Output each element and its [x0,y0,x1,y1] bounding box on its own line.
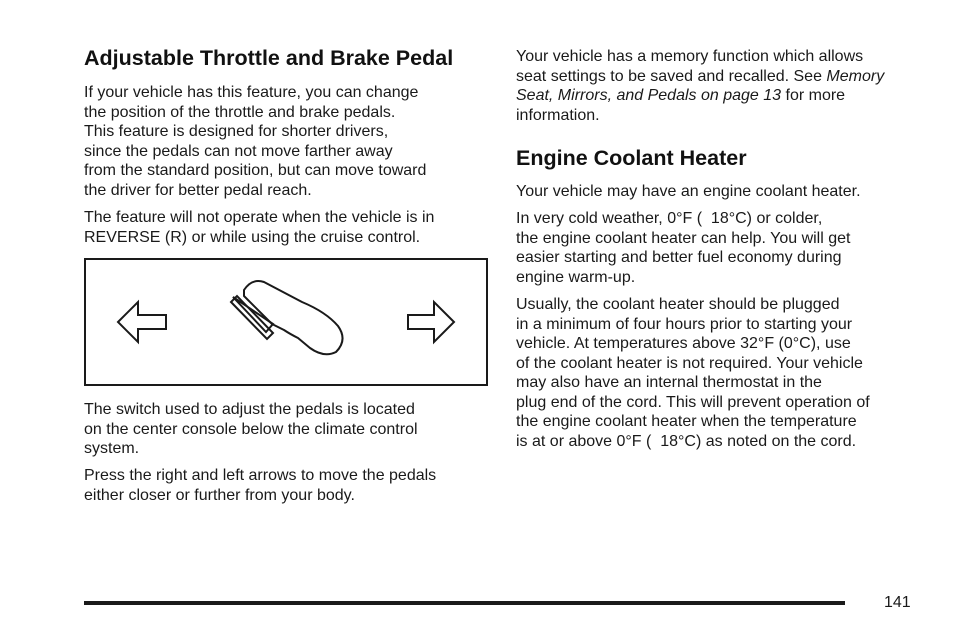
para3-line2: on the center console below the climate control [84,420,418,438]
memory-link-start[interactable]: Memory [826,67,885,85]
coolant-para2-line2: the engine coolant heater can help. You will get [516,229,851,247]
para2-line1: The feature will not operate when the vehicle is in [84,209,435,226]
memory-line3-text: for more [781,87,846,104]
coolant-para3-line3: vehicle. At temperatures above 32°F (0°C), use [516,335,851,352]
pedal-foot-icon [231,281,343,354]
memory-line2-text: seat settings to be saved and recalled. See [516,67,827,85]
coolant-para1-line1: Your vehicle may have an engine coolant heater. [516,183,861,200]
para1-line3: This feature is designed for shorter drivers, [84,123,389,140]
coolant-para2-line4: engine warm-up. [516,268,636,286]
footer-rule [84,601,845,605]
coolant-para3-line7: the engine coolant heater when the temperature [516,413,857,430]
memory-line4: information. [516,106,600,124]
left-arrow-icon [118,302,166,342]
page-number: 141 [884,594,911,611]
memory-line3 [516,86,845,106]
para1-line4: since the pedals can not move farther away [84,142,393,160]
coolant-para3-line5: may also have an internal thermostat in the [516,374,822,391]
memory-link-end[interactable]: Seat, Mirrors, and Pedals on page 13 [516,87,782,104]
coolant-para3-line2: in a minimum of four hours prior to starting your [516,315,853,333]
para1-line6: the driver for better pedal reach. [84,181,312,199]
para3-line1: The switch used to adjust the pedals is located [84,401,415,418]
coolant-para3-line6: plug end of the cord. This will prevent operation of [516,393,870,411]
memory-line2 [516,67,884,87]
para2-line2: REVERSE (R) or while using the cruise control. [84,228,421,246]
heading-engine-coolant: Engine Coolant Heater [516,146,747,170]
memory-line1: Your vehicle has a memory function which allows [516,48,864,65]
coolant-para3-line8: is at or above 0°F ( 18°C) as noted on the cord. [516,432,857,450]
para1-line5: from the standard position, but can move toward [84,162,427,179]
coolant-para2-line3: easier starting and better fuel economy during [516,249,842,266]
para4-line2: either closer or further from your body. [84,486,355,504]
right-arrow-icon [408,302,454,342]
para1-line1: If your vehicle has this feature, you can change [84,84,419,101]
para4-line1: Press the right and left arrows to move the pedals [84,467,437,484]
coolant-para3-line1: Usually, the coolant heater should be plugged [516,296,840,313]
para3-line3: system. [84,440,140,457]
para1-line2: the position of the throttle and brake pedals. [84,103,396,121]
pedal-switch-figure [84,258,488,386]
heading-adjustable-pedal: Adjustable Throttle and Brake Pedal [84,46,454,70]
coolant-para3-line4: of the coolant heater is not required. Your vehicle [516,354,863,372]
coolant-para2-line1: In very cold weather, 0°F ( 18°C) or colder, [516,210,823,227]
